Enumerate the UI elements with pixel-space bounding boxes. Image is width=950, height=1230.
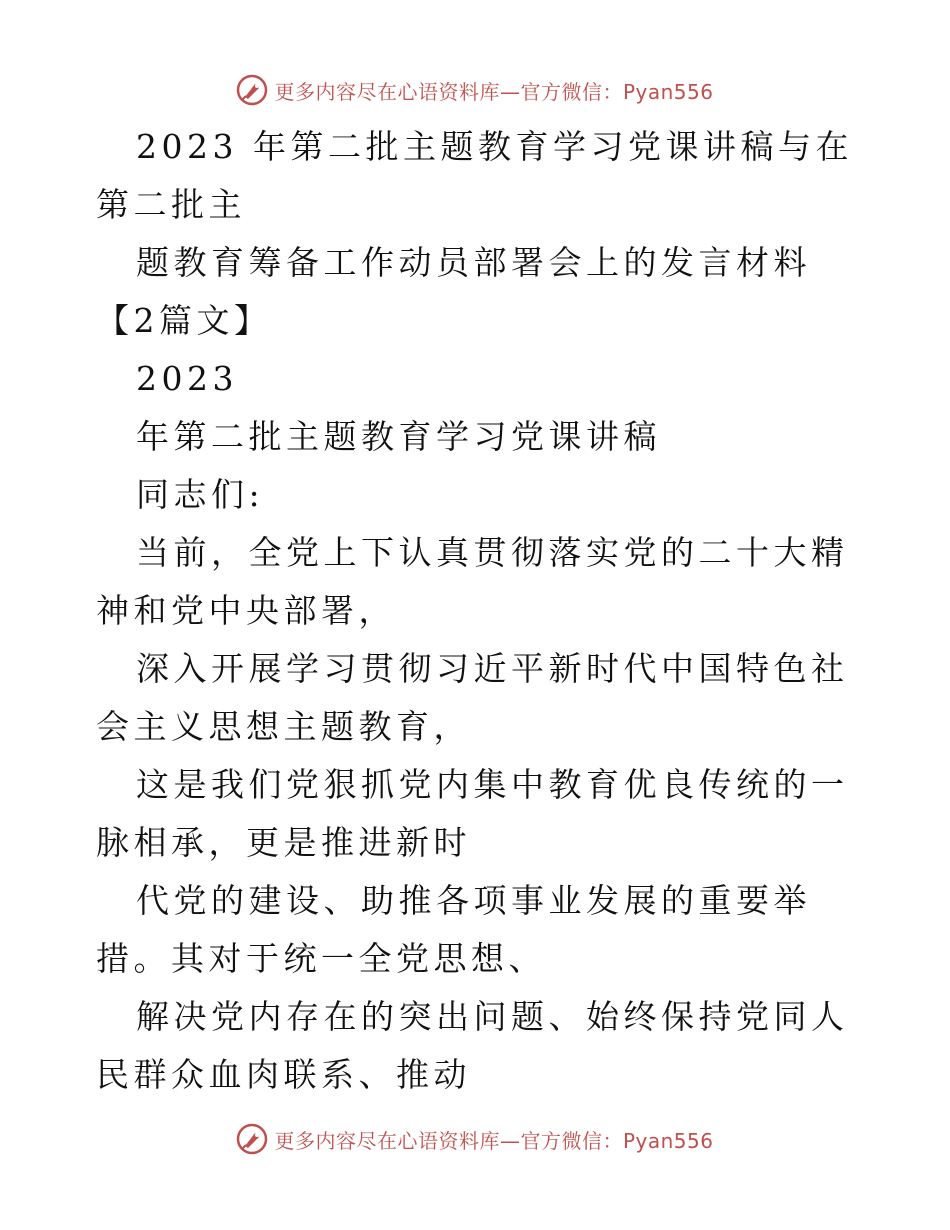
document-body	[96, 118, 856, 1104]
body-paragraph: 这是我们党狠抓党内集中教育优良传统的一脉相承，更是推进新时	[96, 765, 849, 862]
pen-nib-logo-icon	[236, 1123, 268, 1155]
body-paragraph: 解决党内存在的突出问题、始终保持党同人民群众血肉联系、推动	[96, 997, 849, 1094]
doc-title-line-2: 题教育筹备工作动员部署会上的发言材料【2篇文】	[96, 243, 811, 340]
footer-banner-text: 更多内容尽在心语资料库—官方微信：Pyan556	[274, 1128, 714, 1153]
header-banner-text: 更多内容尽在心语资料库—官方微信：Pyan556	[274, 79, 714, 104]
doc-title-line-1: 2023 年第二批主题教育学习党课讲稿与在第二批主	[96, 127, 853, 224]
body-paragraph: 代党的建设、助推各项事业发展的重要举措。其对于统一全党思想、	[96, 881, 811, 978]
body-paragraph: 深入开展学习贯彻习近平新时代中国特色社会主义思想主题教育，	[96, 649, 849, 746]
doc-subtitle-year: 2023	[136, 359, 238, 398]
pen-nib-logo-icon	[236, 74, 268, 106]
doc-subtitle: 年第二批主题教育学习党课讲稿	[136, 417, 661, 456]
salutation: 同志们:	[136, 475, 265, 514]
header-banner	[0, 68, 950, 112]
body-paragraph: 当前，全党上下认真贯彻落实党的二十大精神和党中央部署，	[96, 533, 849, 630]
footer-banner	[0, 1117, 950, 1161]
